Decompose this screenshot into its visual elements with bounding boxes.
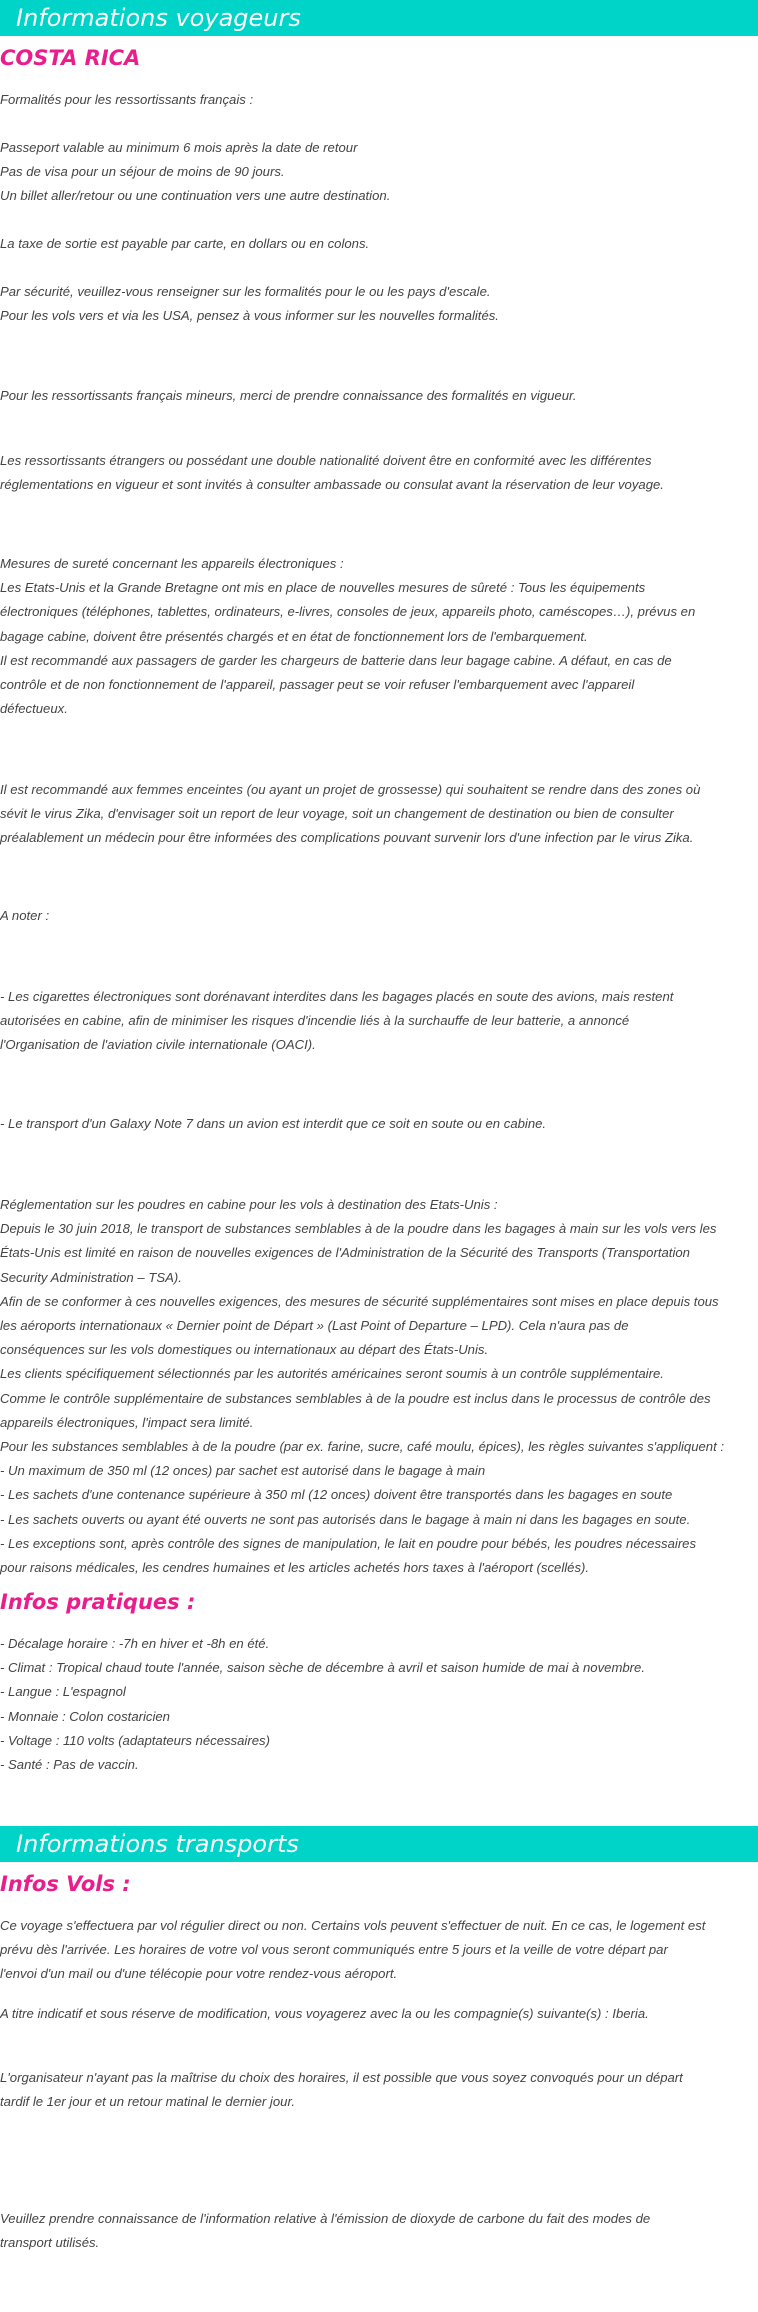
practical-info-list — [0, 1632, 758, 1777]
electronic-devices-paragraph — [0, 552, 758, 721]
text-line: - Climat : Tropical chaud toute l'année, saison sèche de décembre à avril et saison humide de mai à novembre. — [0, 1660, 645, 1676]
text-line: - Les sachets ouverts ou ayant été ouverts ne sont pas autorisés dans le bagage à main ni dans les bagages en soute. — [0, 1511, 691, 1527]
text-line: Comme le contrôle supplémentaire de substances semblables à de la poudre est inclus dans le processus de contrôle des — [0, 1390, 711, 1406]
text-line: - Les cigarettes électroniques sont dorénavant interdites dans les bagages placés en soute des avions, mais restent — [0, 989, 674, 1004]
text-line: Security Administration – TSA). — [0, 1269, 182, 1285]
flights-info-title: Infos Vols : — [0, 1872, 131, 1896]
text-line: conséquences sur les vols domestiques ou internationaux au départ des États-Unis. — [0, 1342, 489, 1358]
text-line: Pour les vols vers et via les USA, pensez à vous informer sur les nouvelles formalités. — [0, 308, 499, 324]
text-line: - Les sachets d'une contenance supérieure à 350 ml (12 onces) doivent être transportés dans les bagages en soute — [0, 1487, 673, 1503]
text-line: Veuillez prendre connaissance de l'information relative à l'émission de dioxyde de carbone du fait des modes de — [0, 2211, 651, 2226]
stopover-formalities-paragraph — [0, 280, 758, 328]
schedule-disclaimer-paragraph — [0, 2066, 758, 2114]
text-line: - Un maximum de 350 ml (12 onces) par sachet est autorisé dans le bagage à main — [0, 1463, 486, 1479]
text-line: prévu dès l'arrivée. Les horaires de votre vol vous seront communiqués entre 5 jours et la veille de votre départ par — [0, 1942, 668, 1958]
text-line: Passeport valable au minimum 6 mois après la date de retour — [0, 140, 358, 155]
text-line: Ce voyage s'effectuera par vol régulier direct ou non. Certains vols peuvent s'effectuer de nuit. En ce cas, le logement est — [0, 1918, 706, 1933]
text-line: - Santé : Pas de vaccin. — [0, 1757, 139, 1773]
text-line: préalablement un médecin pour être informées des complications pouvant survenir lors d'une infection par le virus Zika. — [0, 830, 694, 846]
transport-info-title: Informations transports — [16, 1830, 299, 1858]
text-line: L'organisateur n'ayant pas la maîtrise du choix des horaires, il est possible que vous soyez convoqués pour un départ — [0, 2070, 683, 2085]
text-line: bagage cabine, doivent être présentés chargés et en état de fonctionnement lors de l'embarquement. — [0, 628, 588, 644]
foreign-nationals-paragraph — [0, 449, 758, 497]
text-line: pour raisons médicales, les cendres humaines et les articles achetés hors taxes à l'aéroport (scellés). — [0, 1560, 590, 1576]
text-line: l'envoi d'un mail ou d'une télécopie pour votre rendez-vous aéroport. — [0, 1966, 398, 1982]
galaxy-note-paragraph — [0, 1112, 758, 1136]
text-line: Réglementation sur les poudres en cabine pour les vols à destination des Etats-Unis : — [0, 1197, 498, 1212]
text-line: - Voltage : 110 volts (adaptateurs nécessaires) — [0, 1732, 270, 1748]
text-line: Mesures de sureté concernant les appareils électroniques : — [0, 556, 344, 571]
text-line: Les clients spécifiquement sélectionnés par les autorités américaines seront soumis à un contrôle supplémentaire. — [0, 1366, 664, 1382]
text-line: Il est recommandé aux femmes enceintes (ou ayant un projet de grossesse) qui souhaitent se rendre dans des zones où — [0, 782, 701, 797]
airline-paragraph — [0, 2002, 758, 2026]
minors-paragraph — [0, 384, 758, 408]
passport-visa-paragraph — [0, 136, 758, 209]
text-line: Par sécurité, veuillez-vous renseigner sur les formalités pour le ou les pays d'escale. — [0, 284, 491, 299]
text-line: l'Organisation de l'aviation civile internationale (OACI). — [0, 1037, 316, 1053]
powder-regulation-paragraph — [0, 1193, 758, 1580]
text-line: Pour les ressortissants français mineurs, merci de prendre connaissance des formalités en vigueur. — [0, 388, 577, 403]
text-line: les aéroports internationaux « Dernier point de Départ » (Last Point of Departure – LPD). Cela n'aura pas de — [0, 1318, 629, 1334]
text-line: défectueux. — [0, 701, 68, 717]
traveler-info-title: Informations voyageurs — [16, 4, 301, 32]
country-title: COSTA RICA — [0, 46, 141, 70]
exit-tax-paragraph — [0, 232, 758, 256]
co2-info-paragraph — [0, 2207, 758, 2255]
text-line: Il est recommandé aux passagers de garder les chargeurs de batterie dans leur bagage cabine. A défaut, en cas de — [0, 652, 672, 668]
text-line: transport utilisés. — [0, 2235, 100, 2251]
practical-info-title: Infos pratiques : — [0, 1590, 196, 1614]
text-line: Depuis le 30 juin 2018, le transport de substances semblables à de la poudre dans les bagages à main sur les vols vers les — [0, 1221, 717, 1237]
text-line: Pour les substances semblables à de la poudre (par ex. farine, sucre, café moulu, épices), les règles suivantes s'appliquent : — [0, 1439, 725, 1455]
text-line: contrôle et de non fonctionnement de l'appareil, passager peut se voir refuser l'embarquement avec l'appareil — [0, 677, 635, 693]
text-line: Afin de se conformer à ces nouvelles exigences, des mesures de sécurité supplémentaires sont mises en place depuis tous — [0, 1293, 719, 1309]
text-line: sévit le virus Zika, d'envisager soit un report de leur voyage, soit un changement de destination ou bien de consulter — [0, 806, 674, 822]
text-line: autorisées en cabine, afin de minimiser les risques d'incendie liés à la surchauffe de leur batterie, a annoncé — [0, 1013, 630, 1029]
zika-paragraph — [0, 778, 758, 851]
text-line: électroniques (téléphones, tablettes, ordinateurs, e-livres, consoles de jeux, appareils photo, caméscopes…), prévus en — [0, 604, 696, 620]
text-line: appareils électroniques, l'impact sera limité. — [0, 1414, 254, 1430]
text-line: - Langue : L'espagnol — [0, 1684, 126, 1700]
e-cigarettes-paragraph — [0, 985, 758, 1058]
text-line: Pas de visa pour un séjour de moins de 90 jours. — [0, 164, 285, 180]
text-line: Un billet aller/retour ou une continuation vers une autre destination. — [0, 188, 391, 204]
text-line: tardif le 1er jour et un retour matinal le dernier jour. — [0, 2094, 295, 2110]
text-line: - Le transport d'un Galaxy Note 7 dans un avion est interdit que ce soit en soute ou en cabine. — [0, 1116, 547, 1131]
text-line: A titre indicatif et sous réserve de modification, vous voyagerez avec la ou les compagnie(s) suivante(s) : Iberia. — [0, 2006, 649, 2021]
text-line: A noter : — [0, 908, 50, 923]
text-line: - Décalage horaire : -7h en hiver et -8h en été. — [0, 1636, 270, 1651]
text-line: Les Etats-Unis et la Grande Bretagne ont mis en place de nouvelles mesures de sûreté : Tous les équipements — [0, 580, 646, 596]
formalities-intro-paragraph — [0, 88, 758, 112]
text-line: La taxe de sortie est payable par carte, en dollars ou en colons. — [0, 236, 370, 251]
text-line: États-Unis est limité en raison de nouvelles exigences de l'Administration de la Sécurité des Transports (Transportation — [0, 1245, 690, 1261]
traveler-info-banner — [0, 0, 758, 36]
text-line: - Les exceptions sont, après contrôle des signes de manipulation, le lait en poudre pour bébés, les poudres nécessaires — [0, 1535, 697, 1551]
transport-info-banner — [0, 1826, 758, 1862]
flight-schedule-paragraph — [0, 1914, 758, 1987]
note-heading — [0, 904, 758, 928]
text-line: - Monnaie : Colon costaricien — [0, 1708, 170, 1724]
text-line: Formalités pour les ressortissants français : — [0, 92, 254, 107]
text-line: réglementations en vigueur et sont invités à consulter ambassade ou consulat avant la réservation de leur voyage. — [0, 477, 664, 493]
text-line: Les ressortissants étrangers ou possédant une double nationalité doivent être en conformité avec les différentes — [0, 453, 652, 468]
